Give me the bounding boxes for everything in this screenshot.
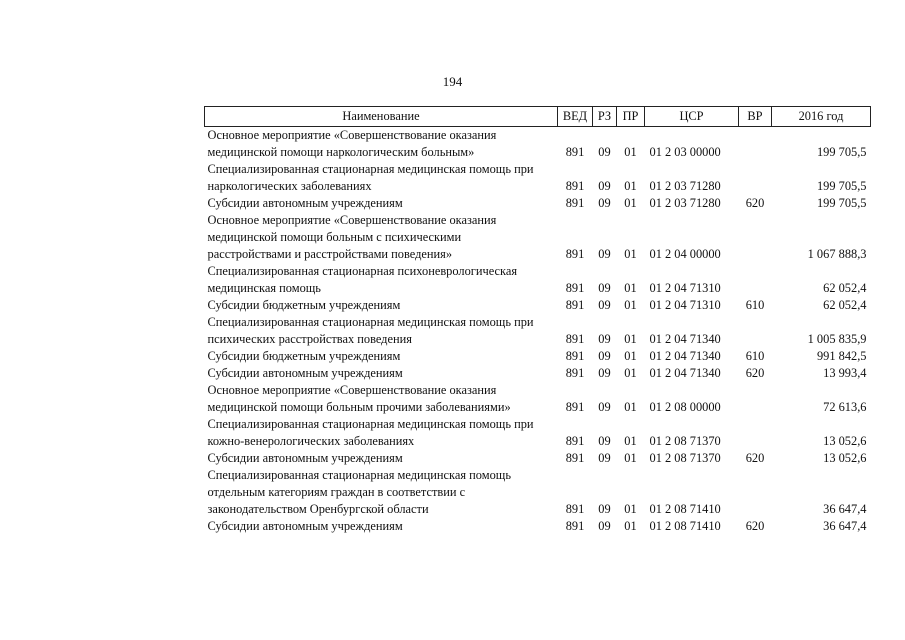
row-name bbox=[205, 212, 558, 263]
row-name-line: медицинской помощи больным прочими заболеваниями» bbox=[207, 400, 511, 414]
row-name-line: расстройствами и расстройствами поведения» bbox=[207, 247, 453, 261]
table-row bbox=[205, 195, 871, 212]
row-name-line: отдельным категориям граждан в соответствии с bbox=[207, 485, 466, 499]
row-vr bbox=[739, 263, 772, 297]
row-rz: 09 bbox=[598, 332, 611, 346]
row-pr: 01 bbox=[624, 332, 637, 346]
row-csr: 01 2 08 00000 bbox=[649, 400, 721, 414]
row-pr: 01 bbox=[624, 145, 637, 159]
row-vr: 620 bbox=[745, 519, 765, 533]
row-name bbox=[205, 450, 558, 467]
row-csr: 01 2 04 71340 bbox=[649, 332, 721, 346]
row-vr bbox=[739, 382, 772, 416]
row-amount: 36 647,4 bbox=[823, 519, 867, 533]
row-ved: 891 bbox=[565, 247, 585, 261]
row-amount: 62 052,4 bbox=[823, 298, 867, 312]
row-pr: 01 bbox=[624, 196, 637, 210]
row-ved: 891 bbox=[565, 281, 585, 295]
row-rz: 09 bbox=[598, 145, 611, 159]
row-amount: 72 613,6 bbox=[823, 400, 867, 414]
row-vr: 610 bbox=[745, 349, 765, 363]
row-amount: 13 052,6 bbox=[823, 434, 867, 448]
row-pr: 01 bbox=[624, 434, 637, 448]
row-name-line: Специализированная стационарная психоневрологическая bbox=[207, 264, 518, 278]
row-name-line: Субсидии автономным учреждениям bbox=[207, 519, 403, 533]
row-rz: 09 bbox=[598, 349, 611, 363]
row-pr: 01 bbox=[624, 247, 637, 261]
row-name-line: Основное мероприятие «Совершенствование оказания bbox=[207, 383, 497, 397]
row-vr: 620 bbox=[745, 196, 765, 210]
header-pr: ПР bbox=[617, 107, 645, 127]
row-name bbox=[205, 297, 558, 314]
row-amount: 13 993,4 bbox=[823, 366, 867, 380]
header-rz: РЗ bbox=[593, 107, 617, 127]
row-csr: 01 2 04 71310 bbox=[649, 298, 721, 312]
table-row bbox=[205, 212, 871, 263]
row-vr: 610 bbox=[745, 298, 765, 312]
budget-table bbox=[204, 106, 871, 535]
row-rz: 09 bbox=[598, 196, 611, 210]
row-csr: 01 2 08 71410 bbox=[649, 519, 721, 533]
table-row bbox=[205, 467, 871, 518]
row-name-line: Основное мероприятие «Совершенствование оказания bbox=[207, 128, 497, 142]
table-header bbox=[205, 107, 871, 127]
row-name-line: Специализированная стационарная медицинская помощь bbox=[207, 468, 511, 482]
row-csr: 01 2 03 71280 bbox=[649, 179, 721, 193]
row-vr bbox=[739, 127, 772, 162]
page-number: 194 bbox=[442, 74, 463, 89]
row-name-line: кожно-венерологических заболеваниях bbox=[207, 434, 415, 448]
row-rz: 09 bbox=[598, 298, 611, 312]
table-row bbox=[205, 348, 871, 365]
header-name: Наименование bbox=[205, 107, 558, 127]
row-ved: 891 bbox=[565, 400, 585, 414]
row-rz: 09 bbox=[598, 434, 611, 448]
row-ved: 891 bbox=[565, 349, 585, 363]
header-csr: ЦСР bbox=[645, 107, 739, 127]
row-csr: 01 2 04 71340 bbox=[649, 349, 721, 363]
row-ved: 891 bbox=[565, 451, 585, 465]
row-name-line: медицинской помощи больным с психическими bbox=[207, 230, 462, 244]
row-vr bbox=[739, 161, 772, 195]
row-pr: 01 bbox=[624, 502, 637, 516]
row-ved: 891 bbox=[565, 179, 585, 193]
row-pr: 01 bbox=[624, 179, 637, 193]
row-csr: 01 2 03 00000 bbox=[649, 145, 721, 159]
row-rz: 09 bbox=[598, 451, 611, 465]
row-amount: 13 052,6 bbox=[823, 451, 867, 465]
row-vr: 620 bbox=[745, 451, 765, 465]
row-ved: 891 bbox=[565, 196, 585, 210]
table-row bbox=[205, 365, 871, 382]
row-name-line: медицинская помощь bbox=[207, 281, 321, 295]
row-name-line: Субсидии автономным учреждениям bbox=[207, 196, 403, 210]
row-vr bbox=[739, 314, 772, 348]
row-name-line: законодательством Оренбургской области bbox=[207, 502, 429, 516]
row-name-line: психических расстройствах поведения bbox=[207, 332, 412, 346]
header-year: 2016 год bbox=[772, 107, 871, 127]
row-name bbox=[205, 263, 558, 297]
row-rz: 09 bbox=[598, 179, 611, 193]
row-ved: 891 bbox=[565, 519, 585, 533]
row-pr: 01 bbox=[624, 298, 637, 312]
header-row bbox=[205, 107, 871, 127]
row-name-line: Субсидии бюджетным учреждениям bbox=[207, 298, 401, 312]
row-vr: 620 bbox=[745, 366, 765, 380]
row-amount: 199 705,5 bbox=[816, 196, 867, 210]
row-ved: 891 bbox=[565, 298, 585, 312]
header-ved: ВЕД bbox=[558, 107, 593, 127]
table-row bbox=[205, 450, 871, 467]
row-amount: 199 705,5 bbox=[816, 179, 867, 193]
row-vr bbox=[739, 212, 772, 263]
table-row bbox=[205, 297, 871, 314]
row-name-line: Субсидии автономным учреждениям bbox=[207, 366, 403, 380]
row-ved: 891 bbox=[565, 145, 585, 159]
row-name bbox=[205, 382, 558, 416]
row-name bbox=[205, 348, 558, 365]
table-row bbox=[205, 416, 871, 450]
row-csr: 01 2 04 00000 bbox=[649, 247, 721, 261]
row-rz: 09 bbox=[598, 366, 611, 380]
row-ved: 891 bbox=[565, 502, 585, 516]
row-name bbox=[205, 314, 558, 348]
row-vr bbox=[739, 416, 772, 450]
row-name bbox=[205, 127, 558, 162]
row-pr: 01 bbox=[624, 349, 637, 363]
row-pr: 01 bbox=[624, 366, 637, 380]
table-row bbox=[205, 161, 871, 195]
row-name bbox=[205, 365, 558, 382]
row-ved: 891 bbox=[565, 332, 585, 346]
row-csr: 01 2 08 71410 bbox=[649, 502, 721, 516]
row-pr: 01 bbox=[624, 451, 637, 465]
table-row bbox=[205, 127, 871, 162]
row-csr: 01 2 04 71310 bbox=[649, 281, 721, 295]
row-name bbox=[205, 195, 558, 212]
row-name bbox=[205, 467, 558, 518]
row-amount: 991 842,5 bbox=[816, 349, 867, 363]
row-name-line: Основное мероприятие «Совершенствование оказания bbox=[207, 213, 497, 227]
row-name bbox=[205, 161, 558, 195]
row-name-line: наркологических заболеваниях bbox=[207, 179, 372, 193]
row-pr: 01 bbox=[624, 281, 637, 295]
row-amount: 1 067 888,3 bbox=[807, 247, 867, 261]
row-amount: 36 647,4 bbox=[823, 502, 867, 516]
row-rz: 09 bbox=[598, 400, 611, 414]
row-csr: 01 2 08 71370 bbox=[649, 434, 721, 448]
row-name bbox=[205, 518, 558, 535]
row-pr: 01 bbox=[624, 400, 637, 414]
row-amount: 1 005 835,9 bbox=[807, 332, 867, 346]
row-rz: 09 bbox=[598, 502, 611, 516]
table-body bbox=[205, 127, 871, 536]
row-name-line: Специализированная стационарная медицинская помощь при bbox=[207, 417, 534, 431]
row-name-line: Субсидии бюджетным учреждениям bbox=[207, 349, 401, 363]
row-name-line: медицинской помощи наркологическим больным» bbox=[207, 145, 475, 159]
table-row bbox=[205, 314, 871, 348]
row-rz: 09 bbox=[598, 519, 611, 533]
row-name bbox=[205, 416, 558, 450]
table-row bbox=[205, 518, 871, 535]
row-name-line: Субсидии автономным учреждениям bbox=[207, 451, 403, 465]
row-name-line: Специализированная стационарная медицинская помощь при bbox=[207, 315, 534, 329]
row-pr: 01 bbox=[624, 519, 637, 533]
header-vr: ВР bbox=[739, 107, 772, 127]
row-rz: 09 bbox=[598, 281, 611, 295]
row-csr: 01 2 08 71370 bbox=[649, 451, 721, 465]
row-vr bbox=[739, 467, 772, 518]
row-ved: 891 bbox=[565, 366, 585, 380]
row-rz: 09 bbox=[598, 247, 611, 261]
row-ved: 891 bbox=[565, 434, 585, 448]
row-name-line: Специализированная стационарная медицинская помощь при bbox=[207, 162, 534, 176]
table-row bbox=[205, 382, 871, 416]
row-amount: 62 052,4 bbox=[823, 281, 867, 295]
row-csr: 01 2 04 71340 bbox=[649, 366, 721, 380]
row-amount: 199 705,5 bbox=[816, 145, 867, 159]
row-csr: 01 2 03 71280 bbox=[649, 196, 721, 210]
table-row bbox=[205, 263, 871, 297]
